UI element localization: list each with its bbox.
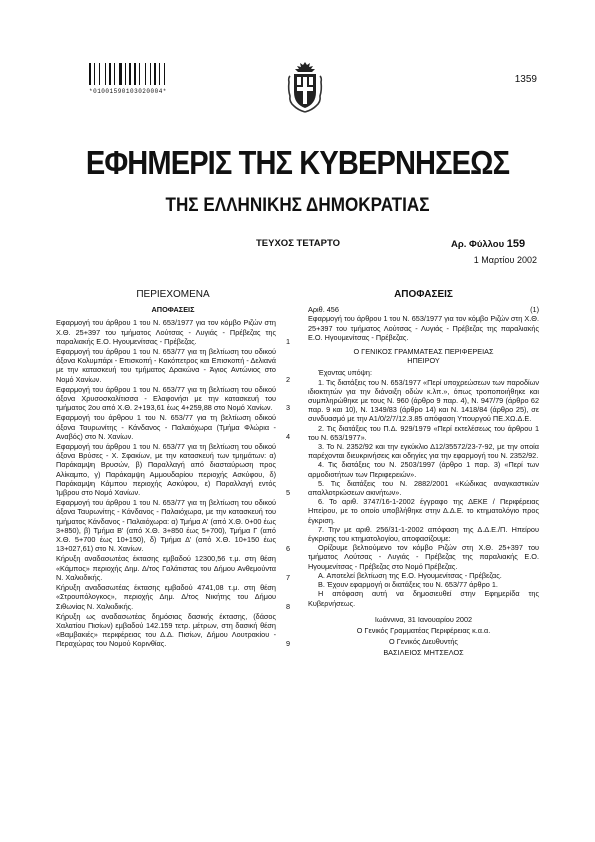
list-item-page: 9: [285, 639, 290, 649]
barcode-bar: [161, 63, 163, 85]
barcode: [89, 63, 169, 85]
gazette-title: ΕΦΗΜΕΡΙΣ ΤΗΣ ΚΥΒΕΡΝΗΣΕΩΣ: [85, 144, 510, 181]
barcode-text: *01001590103020004*: [89, 88, 167, 95]
barcode-bar: [96, 63, 98, 85]
authority-line-1: Ο ΓΕΝΙΚΟΣ ΓΡΑΜΜΑΤΕΑΣ ΠΕΡΙΦΕΡΕΙΑΣ: [353, 347, 494, 357]
contents-column: [56, 290, 290, 650]
paragraph: 3. Το Ν. 2352/92 και την εγκύκλιο Δ12/35572/23-7-92, με την οποία παρέχονται διευκρινήσεις και οδηγίες για την εφαρμογή του Ν. 2352/92.: [308, 442, 539, 461]
list-item-text: Κήρυξη αναδασωτέας έκτασης εμβαδού 12300,56 τ.μ. στη θέση «Κάμπος» περιοχής Δημ. Δ/τος Γαλάτιστας του Δήμου Ανθεμούντα Ν. Χαλκιδικής.: [56, 554, 276, 582]
sign-place: Ιωάννινα, 31 Ιανουαρίου 2002: [374, 614, 473, 624]
list-item: [56, 385, 290, 413]
barcode-bar: [132, 63, 133, 85]
contents-list: [56, 318, 290, 648]
gazette-subtitle: ΤΗΣ ΕΛΛΗΝΙΚΗΣ ΔΗΜΟΚΡΑΤΙΑΣ: [165, 195, 430, 216]
paragraph: 4. Τις διατάξεις του Ν. 2503/1997 (άρθρο 1 παρ. 3) «Περί των αρμοδιοτήτων των Περιφερειών».: [308, 460, 539, 479]
list-item-page: 8: [285, 601, 290, 611]
list-item-page: 3: [285, 403, 290, 413]
sheet-number-value: 159: [506, 238, 526, 250]
barcode-bar: [129, 63, 131, 85]
barcode-bar: [154, 63, 156, 85]
decision-number-row: [308, 305, 539, 314]
list-item-text: Εφαρμογή του άρθρου 1 του Ν. 653/77 για τη βελτίωση του οδικού άξονα Βρύσες - Χ. Σφακίων, με την κατασκευή των τμημάτων: α) Παράκαμψη Βρυσών, β) Παραλλαγή από διασταύρωση προς Αλίκαμπο, γ) Παράκαμψη Αμμουδαρίου περιοχής Ασκύφου, δ) Παράκαμψη Κάμπου περιοχής Ασκύφου, ε) Παραλλαγή εντός Ίμβρου στο Νομό Χανίων.: [56, 442, 276, 498]
barcode-bar: [141, 63, 144, 85]
barcode-bar: [127, 63, 128, 85]
coat-of-arms-icon: [286, 60, 324, 116]
clause-b: Β. Έχουν εφαρμογή οι διατάξεις του Ν. 653/77 άρθρο 1.: [318, 580, 498, 590]
barcode-bar: [150, 63, 151, 85]
barcode-bar: [145, 63, 146, 85]
list-item: [56, 442, 290, 497]
paragraph: 6. Το αριθ. 3747/16-1-2002 έγγραφο της ΔΕΚΕ / Περιφέρειας Ηπείρου, με το οποίο υποβλήθηκε στην Δ.Δ.Ε. το κτηματολόγιο προς έγκριση.: [308, 497, 539, 525]
barcode-bar: [114, 63, 115, 85]
decisions-column: [308, 290, 539, 658]
barcode-bar: [89, 63, 91, 85]
list-item: [56, 554, 290, 582]
barcode-bar: [134, 63, 136, 85]
list-item-page: 6: [285, 544, 290, 554]
sign-role-2: Ο Γενικός Διευθυντής: [389, 637, 458, 647]
barcode-bar: [105, 63, 106, 85]
decision-index: (1): [530, 305, 539, 315]
paragraph: 2. Τις διατάξεις του Π.Δ. 929/1979 «Περί εκτελέσεως του άρθρου 1 του Ν. 653/1977».: [308, 423, 539, 442]
list-item-text: Εφαρμογή του άρθρου 1 του Ν. 653/77 για τη βελτίωση του οδικού άξονα Κολυμπάρι - Επισκοπή - Κακόπετρος και Επισκοπή - Δελιανά με την κατασκευή του τμήματος Δρακώνα - Άγιος Αντώνιος στο Νομό Χανίων.: [56, 347, 276, 384]
contents-subheading: ΑΠΟΦΑΣΕΙΣ: [151, 305, 195, 315]
barcode-bar: [139, 63, 140, 85]
list-item-text: Κήρυξη ως αναδασωτέας δημόσιας δασικής έκτασης, (δάσος Χαλατίου Πισίων) εμβαδού 142.159 τετρ. μέτρων, στη δασική θέση «Βαμβακιές» περιφέρειας του Δ.Δ. Πισίων, Δήμου Λουτρακίου - Περαχώρας του Νομού Κορινθίας.: [56, 611, 276, 649]
barcode-bar: [101, 63, 104, 85]
barcode-bar: [164, 63, 165, 85]
barcode-bar: [99, 63, 100, 85]
considering-label: Έχοντας υπόψη:: [318, 368, 372, 378]
list-item-text: Εφαρμογή του άρθρου 1 του Ν. 653/77 για τη βελτίωση του οδικού άξονα Ταυρωνίτης - Κάνδανος - Παλαιόχωρα, με την κατασκευή του τμήματος Κάνδανος - Παλαιόχωρα: α) Τμήμα Α' (από Χ.Θ. 0+00 έως 3+850), β) Τμήμα Β' (από Χ.Θ. 3+850 έως 5+700), Τμήμα Γ (από Χ.Θ. 5+700 έως 10+150), δ) Τμήμα Δ' (από Χ.Θ. 10+150 έως 13+027,61) στο Ν. Χανίων.: [56, 498, 276, 554]
list-item: [56, 498, 290, 553]
decision-number: Αριθ. 456: [308, 305, 339, 315]
list-item: [56, 413, 290, 441]
authority-line-2: ΗΠΕΙΡΟΥ: [407, 356, 440, 366]
contents-heading: ΠΕΡΙΕΧΟΜΕΝΑ: [136, 289, 210, 300]
barcode-bar: [147, 63, 149, 85]
list-item-text: Κήρυξη αναδασωτέας έκτασης εμβαδού 4741,08 τ.μ. στη θέση «Στρουπόλογκος», περιοχής Δημ. Δ/τος Νικήτης του Δήμου Σιθωνίας Ν. Χαλκιδικής.: [56, 583, 276, 611]
barcode-bar: [152, 63, 153, 85]
clause-a: Α. Αποτελεί βελτίωση της Ε.Ο. Ηγουμενίτσας - Πρέβεζας.: [318, 570, 502, 580]
paragraph: 7. Την με αριθ. 256/31-1-2002 απόφαση της Δ.Δ.Ε./Π. Ηπείρου έγκρισης του κτηματολογίου, αποφασίζουμε:: [308, 524, 539, 544]
barcode-bar: [94, 63, 95, 85]
paragraph: 5. Τις διατάξεις του Ν. 2882/2001 «Κώδικας αναγκαστικών απαλλοτριώσεων ακινήτων».: [308, 478, 539, 498]
barcode-bar: [119, 63, 122, 85]
barcode-bar: [112, 63, 113, 85]
list-item-text: Εφαρμογή του άρθρου 1 του Ν. 653/1977 για τον κόμβο Ριζών στη Χ.Θ. 25+397 του τμήματος Λούτσας - Λυγιάς - Πρέβεζας της παραλιακής Ε.Ο. Ηγουμενίτσας - Πρέβεζας.: [56, 318, 276, 346]
sign-role: Ο Γενικός Γραμματέας Περιφέρειας κ.α.α.: [356, 625, 491, 635]
barcode-bar: [116, 63, 118, 85]
barcode-bar: [125, 63, 126, 85]
decision-body: Ορίζουμε βελτιούμενο τον κόμβο Ριζών στη Χ.Θ. 25+397 του τμήματος Λούτσας - Λυγιάς - Πρέβεζας της παραλιακής Ε.Ο. Ηγουμενίτσας - Πρέβεζας στο Νομό Πρέβεζας.: [308, 543, 539, 571]
publish-note: Η απόφαση αυτή να δημοσιευθεί στην Εφημερίδα της Κυβερνήσεως.: [308, 589, 539, 608]
list-item-page: 5: [285, 488, 290, 498]
sheet-number: [451, 238, 525, 250]
list-item-text: Εφαρμογή του άρθρου 1 του Ν. 653/77 για τη βελτίωση οδικού άξονα Ταυρωνίτης - Κάνδανος - Παλαιόχωρα (Τμήμα Φλώρια - Αναβός) στο Ν. Χανίων.: [56, 413, 276, 441]
decision-title: Εφαρμογή του άρθρου 1 του Ν. 653/1977 για τον κόμβο Ριζών στη Χ.Θ. 25+397 του τμήματος Λούτσας - Λυγιάς - Πρέβεζας της παραλιακής Ε.Ο. Ηγουμενίτσας - Πρέβεζας.: [308, 314, 539, 342]
list-item-page: 4: [285, 431, 290, 441]
list-item: [56, 583, 290, 611]
list-item: [56, 347, 290, 384]
barcode-bar: [166, 63, 169, 85]
decisions-heading: ΑΠΟΦΑΣΕΙΣ: [394, 289, 453, 300]
issue-date: 1 Μαρτίου 2002: [473, 255, 537, 265]
barcode-bar: [159, 63, 160, 85]
list-item-page: 7: [285, 572, 290, 582]
page-number: 1359: [514, 74, 537, 85]
sheet-label: Αρ. Φύλλου: [451, 239, 505, 250]
sign-name: ΒΑΣΙΛΕΙΟΣ ΜΗΤΣΕΛΟΣ: [383, 648, 464, 658]
list-item-text: Εφαρμογή του άρθρου 1 του Ν. 653/77 για τη βελτίωση του οδικού άξονα Χρυσοσκαλίτισσα - Ελαφονήσι με την κατασκευή του τμήματος 2ου από Χ.Θ. 2+193,61 έως 4+259,88 στο Νομό Χανίων.: [56, 384, 276, 413]
list-item-page: 2: [285, 374, 290, 384]
barcode-bar: [92, 63, 93, 85]
barcode-bar: [137, 63, 138, 85]
issue-label: ΤΕΥΧΟΣ ΤΕΤΑΡΤΟ: [256, 238, 340, 249]
list-item-page: 1: [285, 336, 290, 346]
barcode-bar: [123, 63, 124, 85]
list-item: [56, 612, 290, 649]
list-item: [56, 318, 290, 346]
barcode-bar: [109, 63, 111, 85]
barcode-bar: [107, 63, 108, 85]
paragraph: 1. Τις διατάξεις του Ν. 653/1977 «Περί υποχρεώσεων των παροδίων ιδιοκτητών για την διάνοιξη οδών κ.λπ.», όπως τροποποιήθηκε και συμπληρώθηκε με τους Ν. 960 (άρθρο 9 παρ. 4), Ν. 947/79 (άρθρο 62 παρ. 9 και 10), Ν. 1349/83 (άρθρο 14) και Ν. 1418/84 (άρθρο 25), σε συνδυασμό με την Α1/0/2/7/12.3.85 απόφαση Υπουργού ΠΕ.ΧΩ.Δ.Ε.: [308, 377, 539, 424]
barcode-bar: [157, 63, 158, 85]
